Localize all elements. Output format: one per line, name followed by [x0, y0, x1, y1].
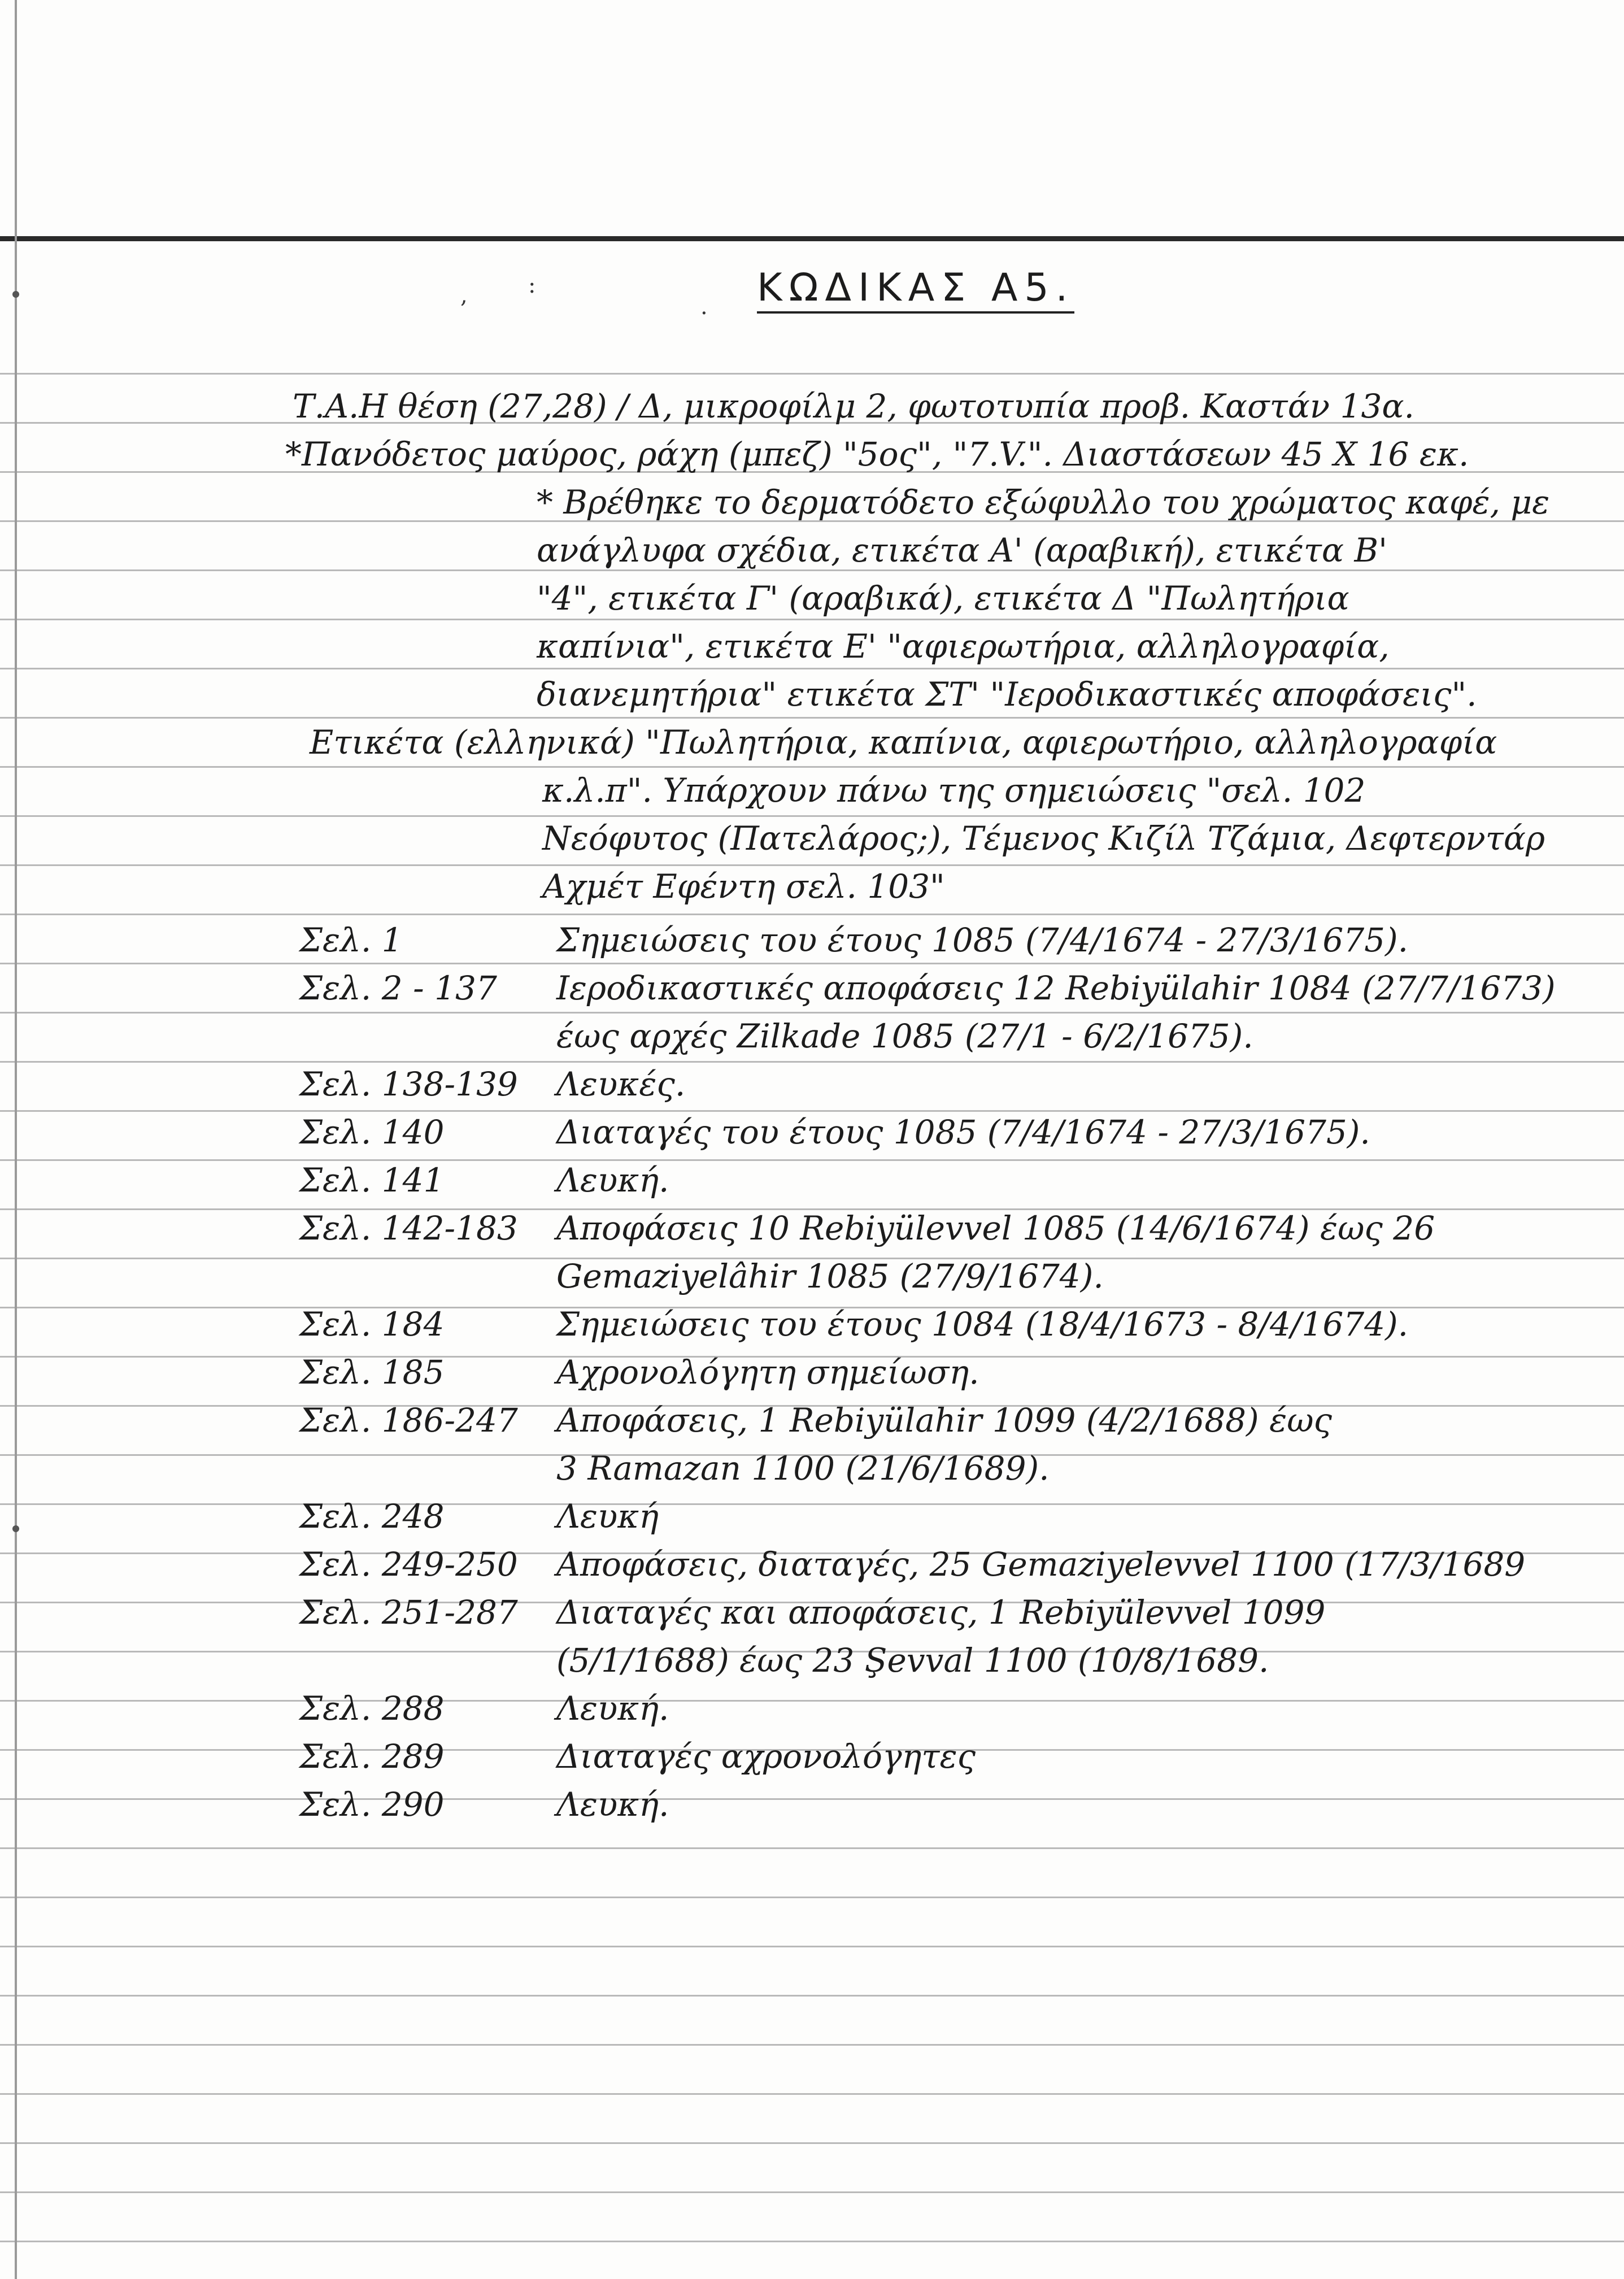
- entry-description: Αχρονολόγητη σημείωση.: [556, 1353, 979, 1391]
- entry-page-ref: Σελ. 248: [299, 1497, 445, 1536]
- entry-description: Διαταγές του έτους 1085 (7/4/1674 - 27/3/1675).: [556, 1113, 1370, 1151]
- intro-line: διανεμητήρια" ετικέτα ΣΤ' "Ιεροδικαστικές αποφάσεις".: [537, 675, 1477, 714]
- binding-hole: [12, 291, 19, 298]
- entry-page-ref: Σελ. 138-139: [299, 1065, 518, 1103]
- entry-page-ref: Σελ. 141: [299, 1161, 445, 1199]
- entry-page-ref: Σελ. 142-183: [299, 1209, 518, 1247]
- entry-page-ref: Σελ. 186-247: [299, 1401, 518, 1439]
- entry-description: Ιεροδικαστικές αποφάσεις 12 Rebiyülahir 1084 (27/7/1673): [556, 969, 1556, 1007]
- entry-description: Λευκές.: [556, 1065, 686, 1103]
- intro-line: κ.λ.π". Υπάρχουν πάνω της σημειώσεις "σελ. 102: [542, 771, 1366, 810]
- entry-description: Αποφάσεις 10 Rebiyülevvel 1085 (14/6/1674) έως 26: [556, 1209, 1435, 1247]
- intro-line: Αχμέτ Εφέντη σελ. 103": [542, 867, 945, 906]
- entry-description: Λευκή.: [556, 1785, 669, 1824]
- stray-mark: :: [528, 272, 536, 298]
- header-rule: [0, 236, 1624, 241]
- entry-description: Λευκή.: [556, 1161, 669, 1199]
- entry-page-ref: Σελ. 288: [299, 1689, 445, 1728]
- entry-page-ref: Σελ. 2 - 137: [299, 969, 497, 1007]
- entry-page-ref: Σελ. 289: [299, 1737, 445, 1776]
- entry-description: (5/1/1688) έως 23 Şevval 1100 (10/8/1689.: [556, 1641, 1269, 1680]
- entry-description: 3 Ramazan 1100 (21/6/1689).: [556, 1449, 1050, 1488]
- entry-description: Σημειώσεις του έτους 1084 (18/4/1673 - 8/4/1674).: [556, 1305, 1409, 1343]
- intro-line: ανάγλυφα σχέδια, ετικέτα Α' (αραβική), ετικέτα Β': [537, 531, 1388, 569]
- entry-page-ref: Σελ. 185: [299, 1353, 445, 1391]
- entry-description: έως αρχές Zilkade 1085 (27/1 - 6/2/1675).: [556, 1017, 1253, 1055]
- stray-mark: .: [700, 294, 708, 320]
- entry-page-ref: Σελ. 140: [299, 1113, 445, 1151]
- page-title: ΚΩΔΙΚΑΣ Α5.: [757, 266, 1074, 314]
- intro-line: Τ.Α.Η θέση (27,28) / Δ, μικροφίλμ 2, φωτοτυπία προβ. Καστάν 13α.: [293, 387, 1414, 425]
- entry-page-ref: Σελ. 1: [299, 921, 403, 959]
- entry-page-ref: Σελ. 184: [299, 1305, 445, 1343]
- entry-description: Διαταγές και αποφάσεις, 1 Rebiyülevvel 1099: [556, 1593, 1326, 1632]
- stray-mark: ,: [460, 282, 468, 308]
- entry-description: Gemaziyelâhir 1085 (27/9/1674).: [556, 1257, 1104, 1295]
- intro-line: * Βρέθηκε το δερματόδετο εξώφυλλο του χρώματος καφέ, με: [537, 483, 1550, 521]
- entry-description: Αποφάσεις, 1 Rebiyülahir 1099 (4/2/1688) έως: [556, 1401, 1332, 1439]
- intro-line: Νεόφυτος (Πατελάρος;), Τέμενος Κιζίλ Τζάμια, Δεφτερντάρ: [542, 819, 1545, 858]
- intro-line: *Πανόδετος μαύρος, ράχη (μπεζ) "5ος", "7.V.". Διαστάσεων 45 Χ 16 εκ.: [285, 435, 1469, 473]
- intro-line: καπίνια", ετικέτα Ε' "αφιερωτήρια, αλληλογραφία,: [537, 627, 1390, 666]
- entry-page-ref: Σελ. 251-287: [299, 1593, 518, 1632]
- entry-description: Λευκή.: [556, 1689, 669, 1728]
- intro-line: Ετικέτα (ελληνικά) "Πωλητήρια, καπίνια, αφιερωτήριο, αλληλογραφία: [310, 723, 1497, 762]
- intro-line: "4", ετικέτα Γ' (αραβικά), ετικέτα Δ "Πωλητήρια: [537, 579, 1349, 617]
- entry-description: Λευκή: [556, 1497, 659, 1536]
- entry-page-ref: Σελ. 249-250: [299, 1545, 518, 1584]
- entry-page-ref: Σελ. 290: [299, 1785, 445, 1824]
- top-margin: [0, 0, 1624, 237]
- left-margin-line: [15, 0, 17, 2279]
- entry-description: Σημειώσεις του έτους 1085 (7/4/1674 - 27/3/1675).: [556, 921, 1409, 959]
- binding-hole: [12, 1525, 19, 1532]
- entry-description: Διαταγές αχρονολόγητες: [556, 1737, 976, 1776]
- entry-description: Αποφάσεις, διαταγές, 25 Gemaziyelevvel 1100 (17/3/1689: [556, 1545, 1526, 1584]
